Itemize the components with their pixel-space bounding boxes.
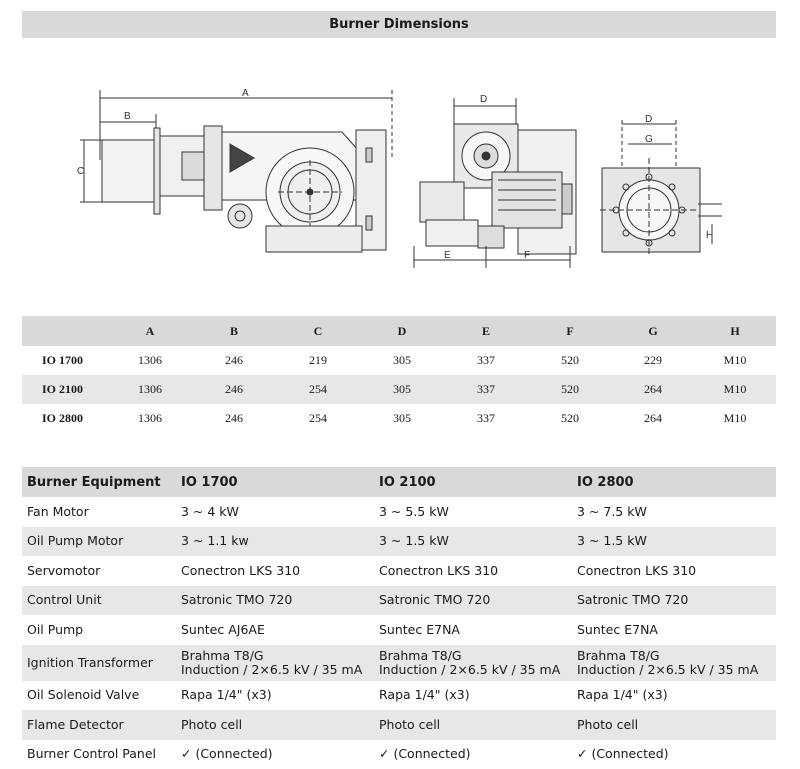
model-cell: IO 1700 xyxy=(22,346,108,375)
cell-line: Brahma T8/G xyxy=(577,649,775,663)
table-cell: Rapa 1/4" (x3) xyxy=(576,681,776,711)
table-row xyxy=(22,527,776,557)
model-cell: IO 2800 xyxy=(22,404,108,433)
dimension-label-b: B xyxy=(124,111,131,122)
table-cell: Suntec E7NA xyxy=(378,615,576,645)
table-cell: 246 xyxy=(192,404,276,433)
table-cell xyxy=(378,645,576,681)
cell-line: Induction / 2×6.5 kV / 35 mA xyxy=(577,663,775,677)
table-cell: Suntec AJ6AE xyxy=(180,615,378,645)
table-row xyxy=(22,375,776,404)
table-cell: 264 xyxy=(612,375,694,404)
table-cell: Satronic TMO 720 xyxy=(576,586,776,616)
table-cell: Rapa 1/4" (x3) xyxy=(378,681,576,711)
table-cell: 254 xyxy=(276,375,360,404)
table-cell: Photo cell xyxy=(576,710,776,740)
dimension-label-f: F xyxy=(524,250,530,261)
cell-line: Brahma T8/G xyxy=(379,649,575,663)
equipment-label: Oil Solenoid Valve xyxy=(22,681,180,711)
table-cell: Conectron LKS 310 xyxy=(180,556,378,586)
flange-view-drawing xyxy=(600,120,722,256)
column-header: A xyxy=(108,316,192,346)
table-cell: 337 xyxy=(444,375,528,404)
column-header: H xyxy=(694,316,776,346)
table-row xyxy=(22,615,776,645)
equipment-label: Burner Control Panel xyxy=(22,740,180,769)
burner-technical-drawing xyxy=(22,40,776,312)
table-row xyxy=(22,497,776,527)
table-cell: Rapa 1/4" (x3) xyxy=(180,681,378,711)
equipment-label: Ignition Transformer xyxy=(22,645,180,681)
table-cell: 3 ~ 5.5 kW xyxy=(378,497,576,527)
model-header: IO 2800 xyxy=(576,467,776,497)
table-cell: Satronic TMO 720 xyxy=(378,586,576,616)
table-row xyxy=(22,740,776,769)
table-row xyxy=(22,404,776,433)
front-view-drawing xyxy=(414,98,576,268)
table-cell: 3 ~ 4 kW xyxy=(180,497,378,527)
column-header: G xyxy=(612,316,694,346)
equipment-label: Fan Motor xyxy=(22,497,180,527)
cell-line: Induction / 2×6.5 kV / 35 mA xyxy=(379,663,575,677)
table-cell: 3 ~ 1.1 kw xyxy=(180,527,378,557)
table-cell: 246 xyxy=(192,346,276,375)
equipment-label: Servomotor xyxy=(22,556,180,586)
column-header: D xyxy=(360,316,444,346)
table-cell: ✓ (Connected) xyxy=(180,740,378,769)
table-cell: 219 xyxy=(276,346,360,375)
table-cell: 229 xyxy=(612,346,694,375)
equipment-header: Burner Equipment xyxy=(22,467,180,497)
table-cell: 520 xyxy=(528,375,612,404)
dimension-label-g: G xyxy=(645,134,653,145)
table-row xyxy=(22,710,776,740)
table-cell: M10 xyxy=(694,375,776,404)
model-header: IO 2100 xyxy=(378,467,576,497)
dimension-label-d-flange: D xyxy=(645,114,652,125)
table-cell: 1306 xyxy=(108,346,192,375)
table-cell: 337 xyxy=(444,404,528,433)
dimensions-header-blank xyxy=(22,316,108,346)
table-cell: Photo cell xyxy=(180,710,378,740)
dimension-label-a: A xyxy=(242,88,249,99)
table-cell: ✓ (Connected) xyxy=(378,740,576,769)
dimensions-header-row xyxy=(22,316,776,346)
dimension-label-e: E xyxy=(444,250,451,261)
table-cell: Conectron LKS 310 xyxy=(576,556,776,586)
equipment-label: Oil Pump Motor xyxy=(22,527,180,557)
column-header: B xyxy=(192,316,276,346)
model-cell: IO 2100 xyxy=(22,375,108,404)
table-cell: 3 ~ 7.5 kW xyxy=(576,497,776,527)
cell-line: Induction / 2×6.5 kV / 35 mA xyxy=(181,663,377,677)
table-row xyxy=(22,556,776,586)
table-cell: M10 xyxy=(694,346,776,375)
table-cell: 254 xyxy=(276,404,360,433)
column-header: F xyxy=(528,316,612,346)
table-cell: Satronic TMO 720 xyxy=(180,586,378,616)
equipment-label: Control Unit xyxy=(22,586,180,616)
table-cell: M10 xyxy=(694,404,776,433)
table-cell xyxy=(576,645,776,681)
equipment-label: Oil Pump xyxy=(22,615,180,645)
table-cell: 1306 xyxy=(108,375,192,404)
table-cell: 520 xyxy=(528,404,612,433)
table-cell: 337 xyxy=(444,346,528,375)
equipment-table xyxy=(22,467,776,769)
dimension-label-h: H xyxy=(706,230,713,241)
table-cell: 264 xyxy=(612,404,694,433)
table-cell: Photo cell xyxy=(378,710,576,740)
equipment-header-row xyxy=(22,467,776,497)
table-row xyxy=(22,645,776,681)
table-cell: 520 xyxy=(528,346,612,375)
dimension-label-c: C xyxy=(77,166,84,177)
table-cell: ✓ (Connected) xyxy=(576,740,776,769)
column-header: C xyxy=(276,316,360,346)
table-row xyxy=(22,681,776,711)
table-cell: 1306 xyxy=(108,404,192,433)
table-cell: 3 ~ 1.5 kW xyxy=(576,527,776,557)
dimensions-table xyxy=(22,316,776,433)
table-cell: Suntec E7NA xyxy=(576,615,776,645)
table-cell: 246 xyxy=(192,375,276,404)
table-cell: 305 xyxy=(360,375,444,404)
model-header: IO 1700 xyxy=(180,467,378,497)
table-cell xyxy=(180,645,378,681)
table-cell: 3 ~ 1.5 kW xyxy=(378,527,576,557)
table-cell: 305 xyxy=(360,404,444,433)
table-cell: 305 xyxy=(360,346,444,375)
table-cell: Conectron LKS 310 xyxy=(378,556,576,586)
dimension-label-d-front: D xyxy=(480,94,487,105)
equipment-label: Flame Detector xyxy=(22,710,180,740)
page-title: Burner Dimensions xyxy=(22,11,776,38)
column-header: E xyxy=(444,316,528,346)
cell-line: Brahma T8/G xyxy=(181,649,377,663)
table-row xyxy=(22,586,776,616)
table-row xyxy=(22,346,776,375)
